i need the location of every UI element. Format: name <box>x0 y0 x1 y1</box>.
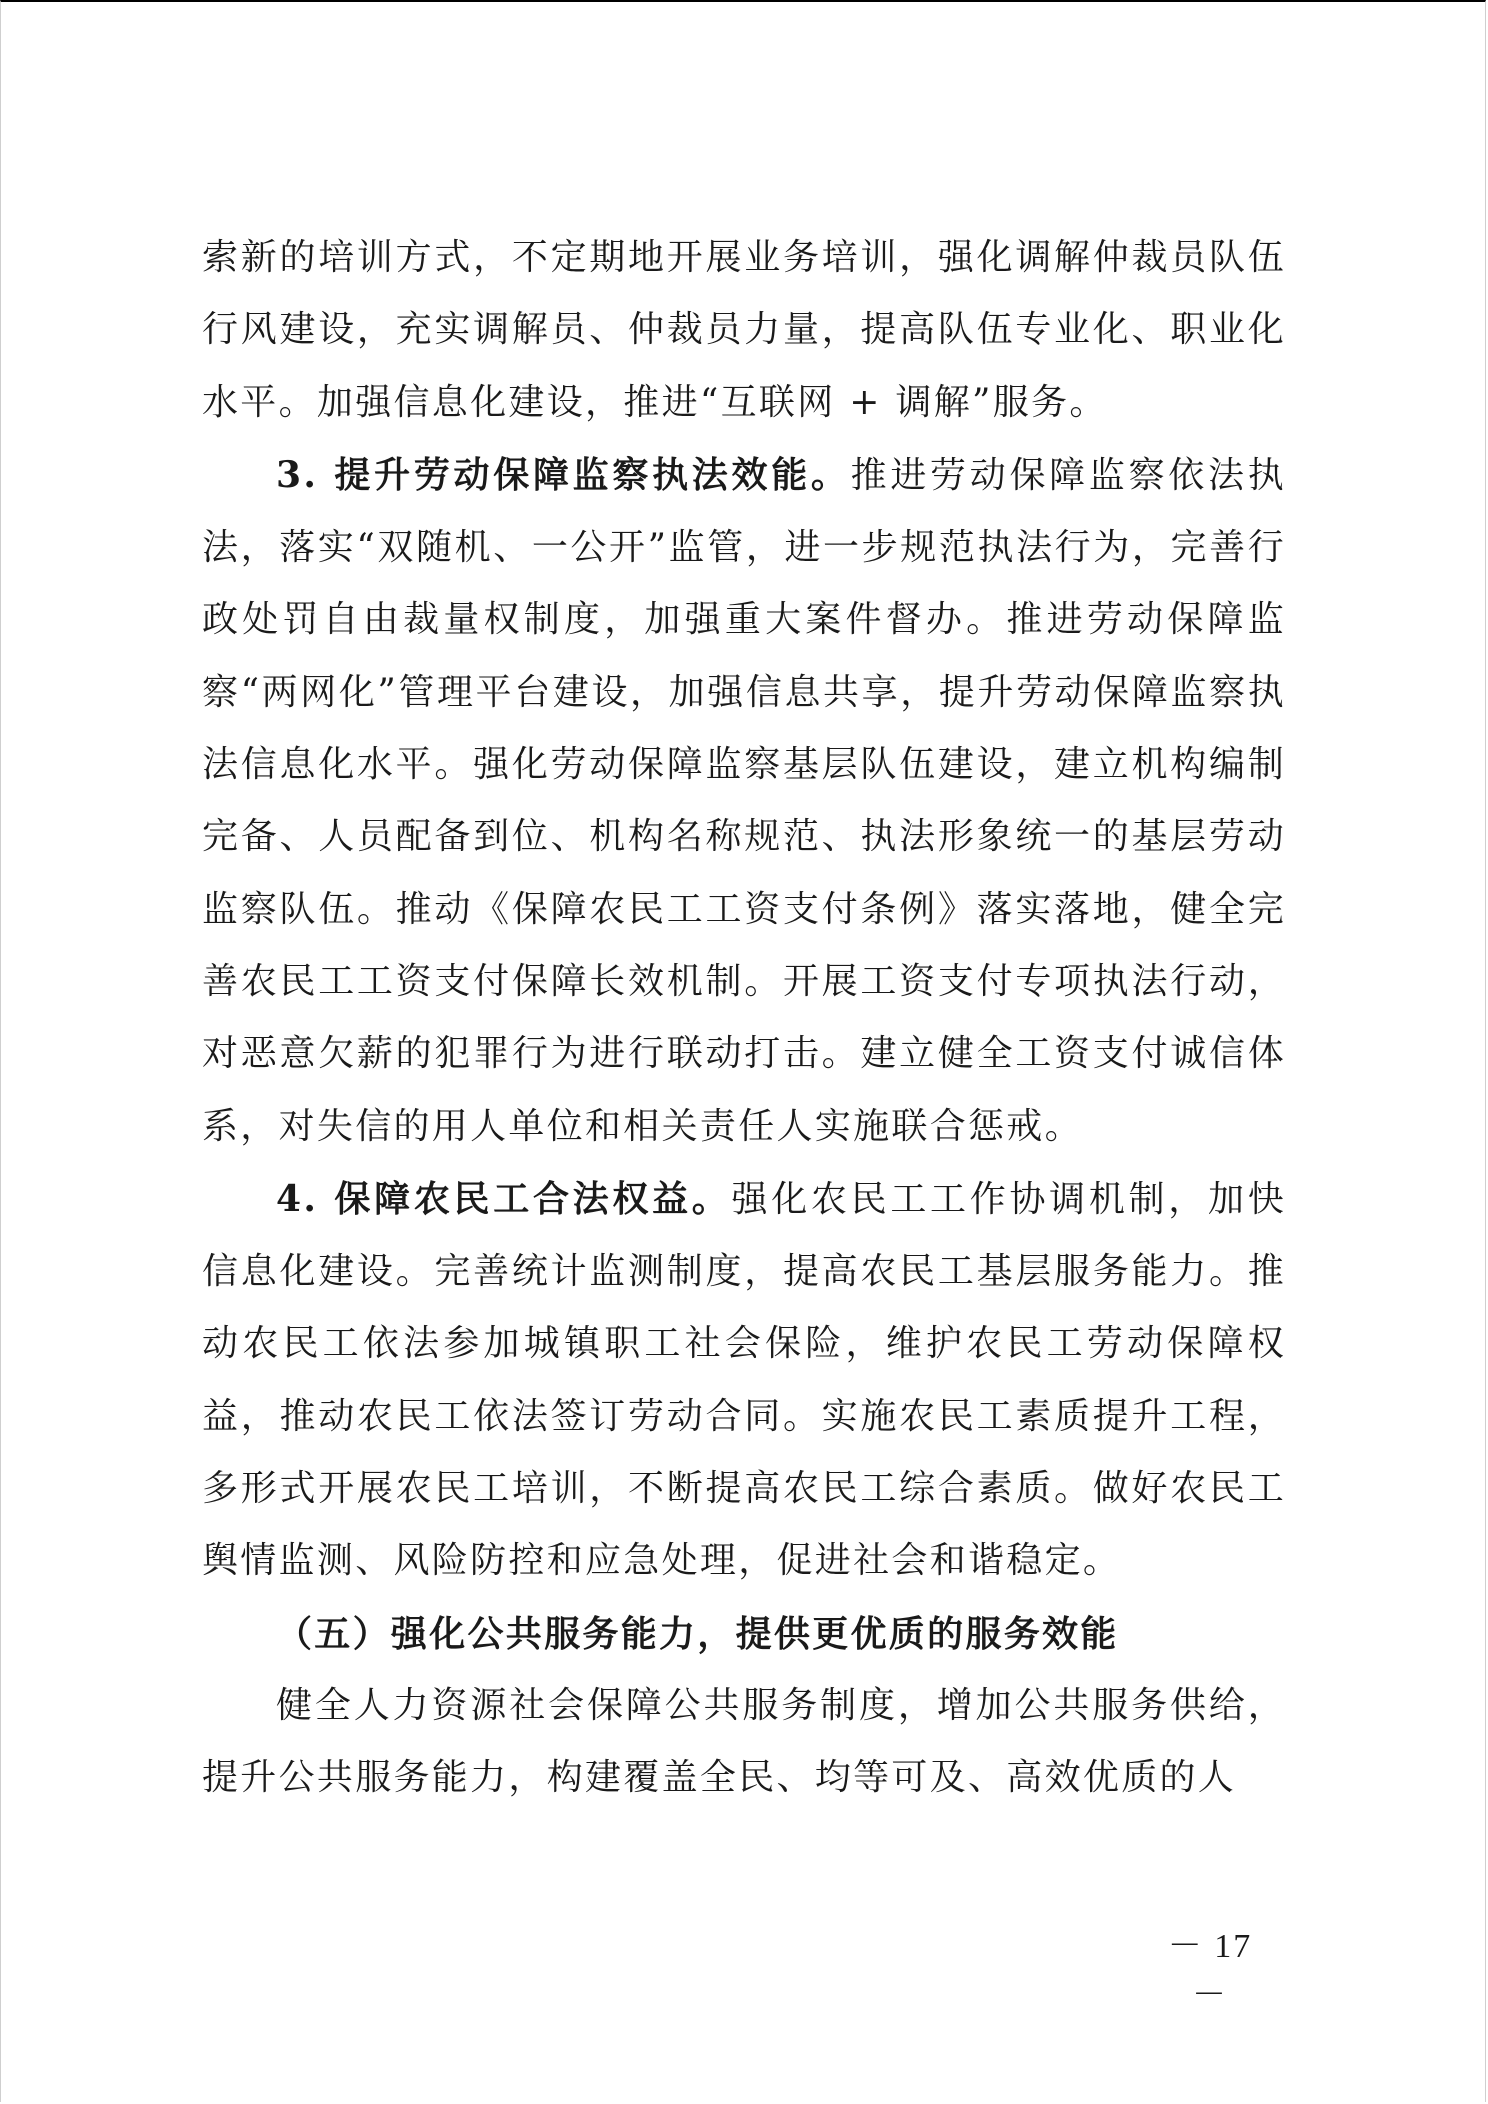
item-3-paragraph <box>202 439 1286 1163</box>
page-number: － 17 － <box>1167 1928 1253 2014</box>
section-5-heading: （五）强化公共服务能力，提供更优质的服务效能 <box>276 1612 1119 1655</box>
document-body <box>202 222 1286 1815</box>
item-4-body: 强化农民工工作协调机制，加快信息化建设。完善统计监测制度，提高农民工基层服务能力。推动农民工依法参加城镇职工社会保险，维护农民工劳动保障权益，推动农民工依法签订劳动合同。实施农民工素质提升工程，多形式开展农民工培训，不断提高农民工综合素质。做好农民工舆情监测、风险防控和应急处理，促进社会和谐稳定。 <box>202 1178 1286 1582</box>
item-4-lead: 4. 保障农民工合法权益。 <box>276 1177 732 1220</box>
continuation-paragraph: 索新的培训方式，不定期地开展业务培训，强化调解仲裁员队伍行风建设，充实调解员、仲裁员力量，提高队伍专业化、职业化水平。加强信息化建设，推进“互联网 + 调解”服务。 <box>202 237 1286 423</box>
section-5-paragraph: 健全人力资源社会保障公共服务制度，增加公共服务供给，提升公共服务能力，构建覆盖全民、均等可及、高效优质的人 <box>202 1684 1286 1799</box>
item-3-lead: 3. 提升劳动保障监察执法效能。 <box>276 453 851 496</box>
item-4-paragraph <box>202 1163 1286 1598</box>
item-3-body: 推进劳动保障监察依法执法，落实“双随机、一公开”监管，进一步规范执法行为，完善行政处罚自由裁量权制度，加强重大案件督办。推进劳动保障监察“两网化”管理平台建设，加强信息共享，提升劳动保障监察执法信息化水平。强化劳动保障监察基层队伍建设，建立机构编制完备、人员配备到位、机构名称规范、执法形象统一的基层劳动监察队伍。推动《保障农民工工资支付条例》落实落地，健全完善农民工工资支付保障长效机制。开展工资支付专项执法行动，对恶意欠薪的犯罪行为进行联动打击。建立健全工资支付诚信体系，对失信的用人单位和相关责任人实施联合惩戒。 <box>202 454 1286 1147</box>
